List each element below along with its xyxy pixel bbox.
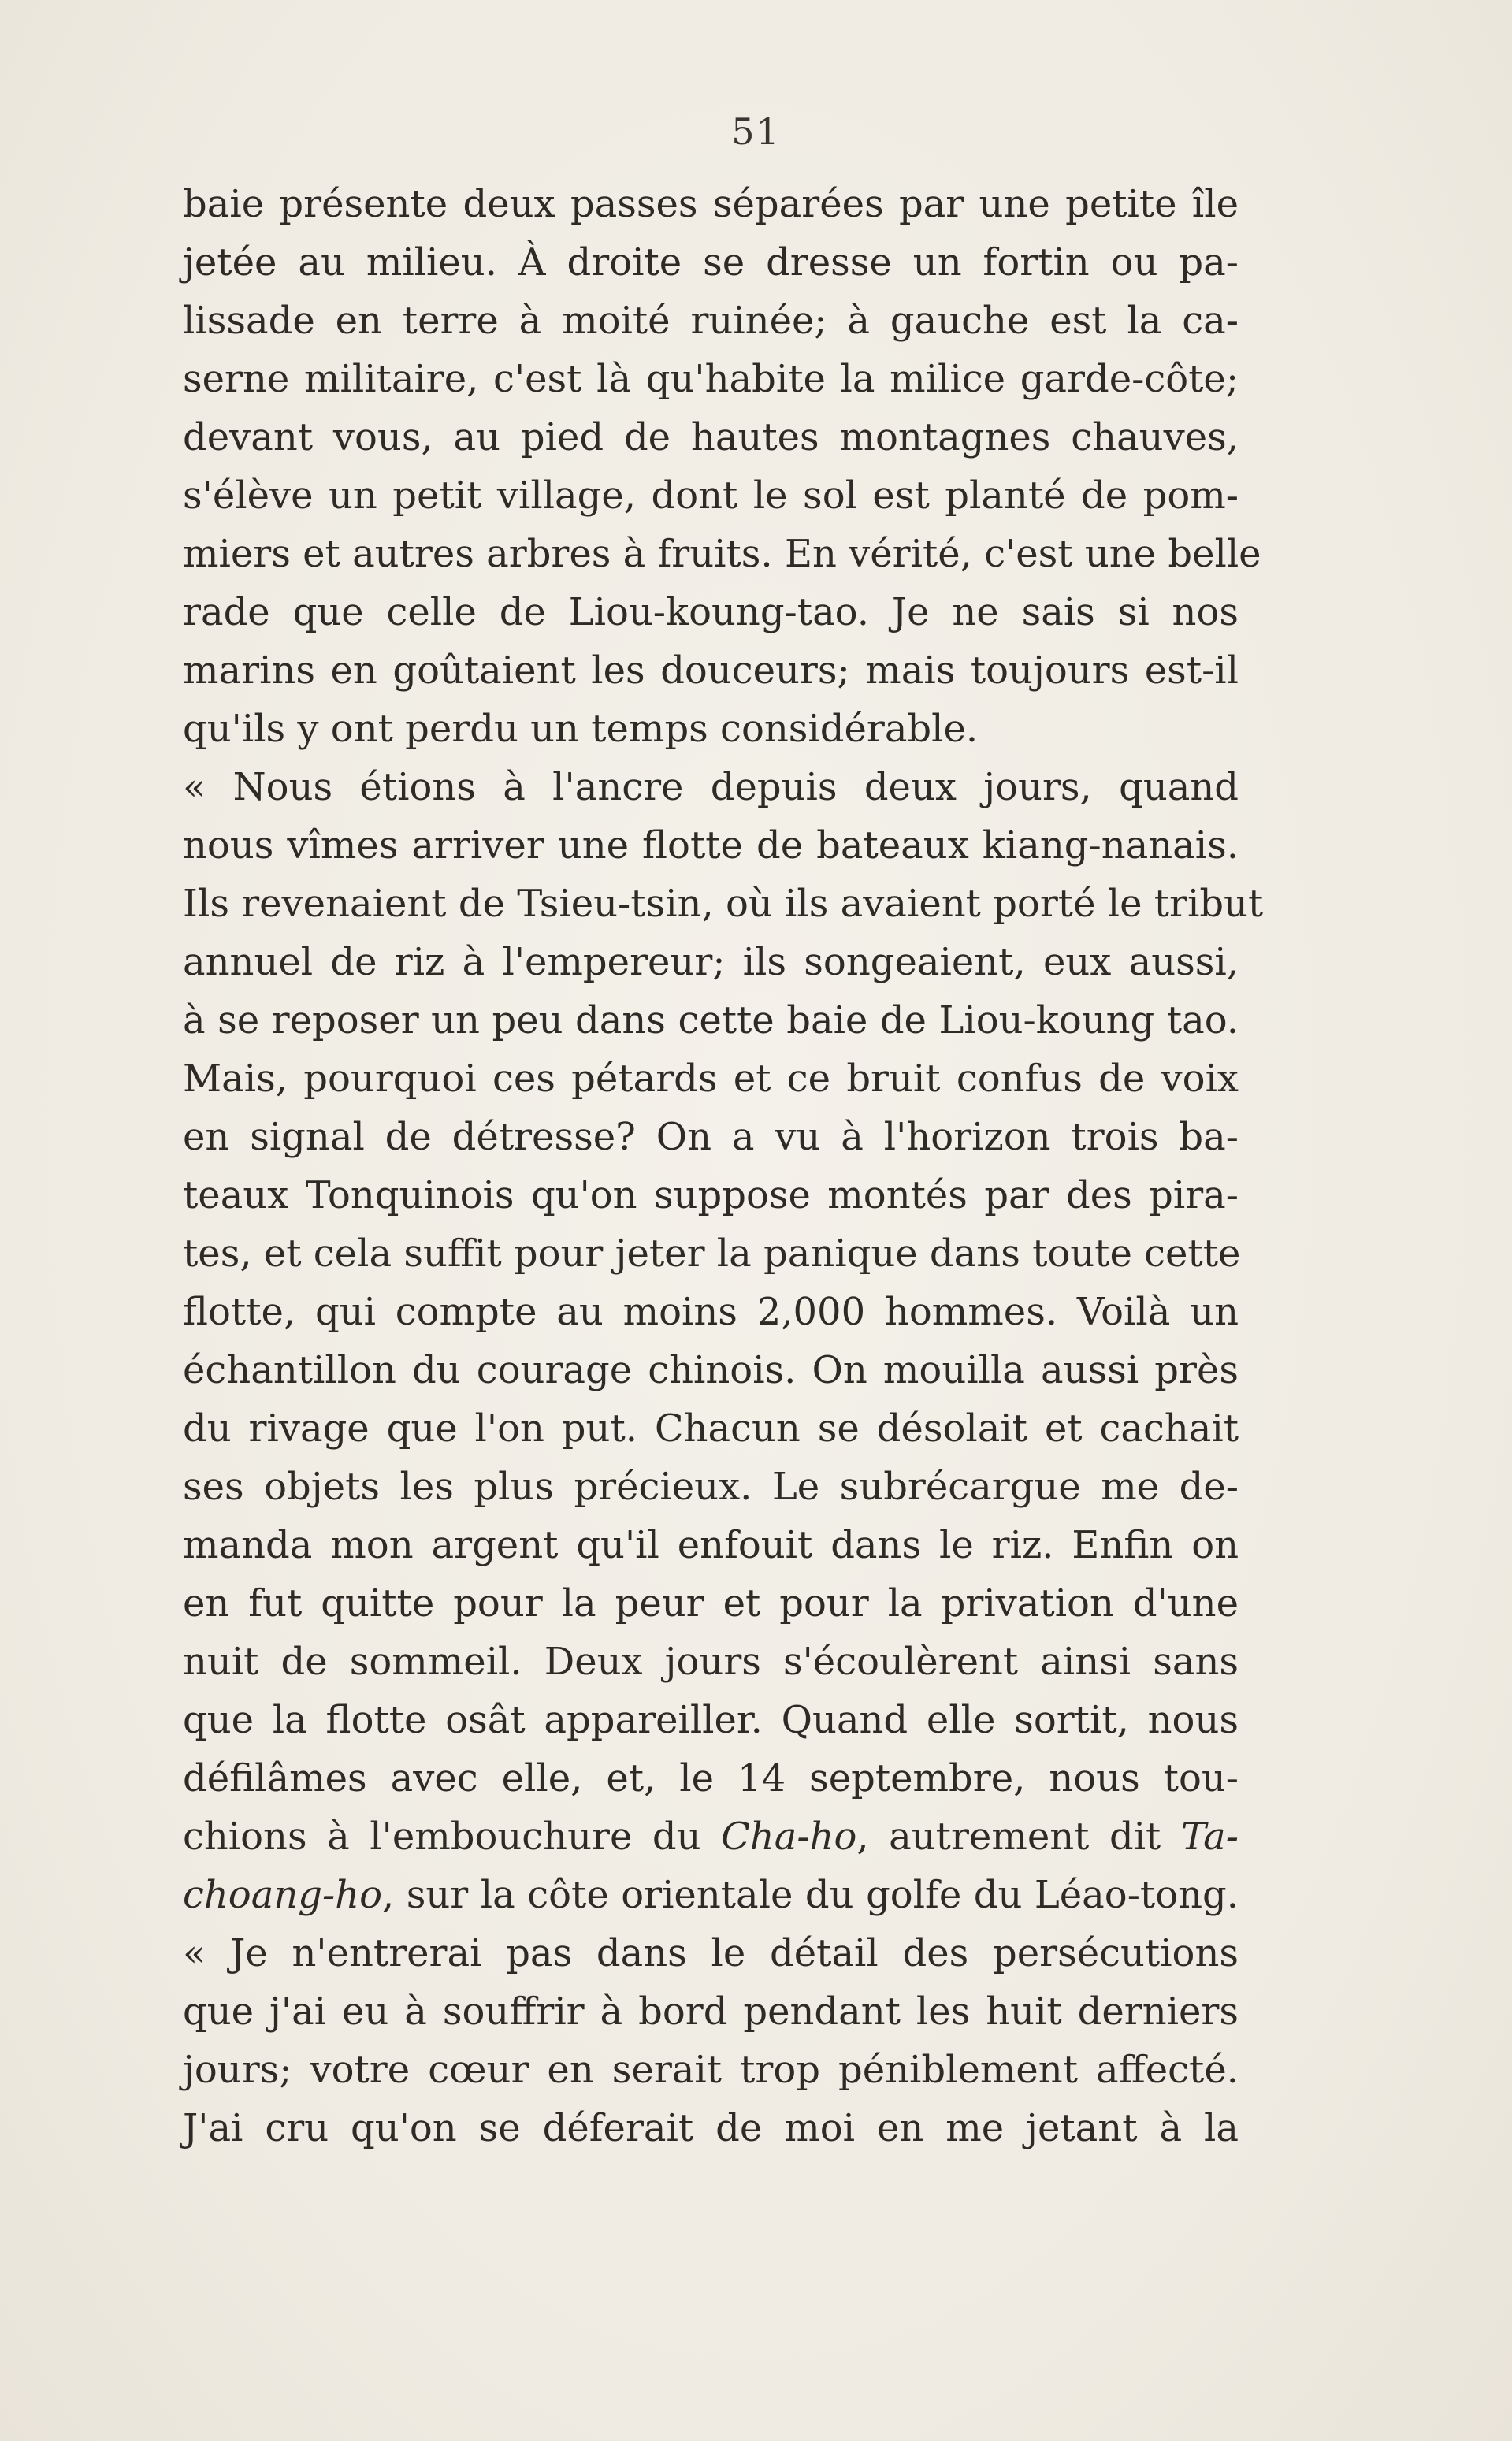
text-line-33: jours; votre cœur en serait trop péniblement affecté. bbox=[183, 2048, 1239, 2092]
text-line-22: du rivage que l'on put. Chacun se désolait et cachait bbox=[183, 1406, 1239, 1451]
text-line-20: flotte, qui compte au moins 2,000 hommes. Voilà un bbox=[183, 1290, 1239, 1334]
text-line-29-before: chions à l'embouchure du bbox=[183, 1815, 722, 1859]
text-line-12: nous vîmes arriver une flotte de bateaux kiang-nanais. bbox=[183, 823, 1239, 868]
text-line-1: baie présente deux passes séparées par une petite île bbox=[183, 182, 1239, 226]
text-line-28: défilâmes avec elle, et, le 14 septembre, nous tou- bbox=[183, 1756, 1239, 1800]
text-line-24: manda mon argent qu'il enfouit dans le riz. Enfin on bbox=[183, 1523, 1239, 1567]
italic-place-cha-ho: Cha-ho bbox=[721, 1815, 857, 1859]
text-line-10: qu'ils y ont perdu un temps considérable. bbox=[183, 707, 979, 751]
text-line-18: teaux Tonquinois qu'on suppose montés par des pira- bbox=[183, 1173, 1239, 1217]
text-line-26: nuit de sommeil. Deux jours s'écoulèrent ainsi sans bbox=[183, 1640, 1239, 1684]
text-line-32: que j'ai eu à souffrir à bord pendant les huit derniers bbox=[183, 1990, 1239, 2034]
text-line-9: marins en goûtaient les douceurs; mais toujours est-il bbox=[183, 648, 1239, 693]
text-line-25: en fut quitte pour la peur et pour la privation d'une bbox=[183, 1581, 1239, 1625]
page-number: 51 bbox=[731, 110, 781, 153]
text-line-21: échantillon du courage chinois. On mouilla aussi près bbox=[183, 1348, 1239, 1392]
text-line-14: annuel de riz à l'empereur; ils songeaient, eux aussi, bbox=[183, 940, 1239, 984]
text-line-16: Mais, pourquoi ces pétards et ce bruit confus de voix bbox=[183, 1057, 1239, 1101]
text-line-8: rade que celle de Liou-koung-tao. Je ne sais si nos bbox=[183, 590, 1239, 634]
text-line-34: J'ai cru qu'on se déferait de moi en me jetant à la bbox=[183, 2106, 1239, 2150]
text-line-6: s'élève un petit village, dont le sol est planté de pom- bbox=[183, 474, 1239, 518]
text-line-11: « Nous étions à l'ancre depuis deux jours, quand bbox=[183, 765, 1239, 809]
text-line-31: « Je n'entrerai pas dans le détail des persécutions bbox=[183, 1931, 1239, 1975]
text-line-30-after: , sur la côte orientale du golfe du Léao-tong. bbox=[381, 1873, 1239, 1917]
text-line-19: tes, et cela suffit pour jeter la panique dans toute cette bbox=[183, 1232, 1241, 1276]
text-line-7: miers et autres arbres à fruits. En vérité, c'est une belle bbox=[183, 532, 1261, 576]
text-line-4: serne militaire, c'est là qu'habite la milice garde-côte; bbox=[183, 357, 1239, 401]
text-line-29 bbox=[183, 1808, 1239, 1866]
body-text bbox=[183, 175, 1264, 2157]
text-line-3: lissade en terre à moité ruinée; à gauche est la ca- bbox=[183, 299, 1239, 343]
text-line-27: que la flotte osât appareiller. Quand elle sortit, nous bbox=[183, 1698, 1239, 1742]
text-line-13: Ils revenaient de Tsieu-tsin, où ils avaient porté le tribut bbox=[183, 882, 1264, 926]
italic-place-choang-ho: choang-ho bbox=[183, 1873, 382, 1917]
text-line-15: à se reposer un peu dans cette baie de Liou-koung tao. bbox=[183, 998, 1239, 1042]
text-line-5: devant vous, au pied de hautes montagnes chauves, bbox=[183, 415, 1239, 459]
text-line-17: en signal de détresse? On a vu à l'horizon trois ba- bbox=[183, 1115, 1239, 1159]
text-line-23: ses objets les plus précieux. Le subrécargue me de- bbox=[183, 1465, 1239, 1509]
text-line-29-middle: , autrement dit bbox=[856, 1815, 1181, 1859]
italic-place-ta: Ta- bbox=[1180, 1815, 1239, 1859]
text-line-2: jetée au milieu. À droite se dresse un fortin ou pa- bbox=[183, 240, 1239, 284]
text-line-30 bbox=[183, 1866, 1239, 1924]
